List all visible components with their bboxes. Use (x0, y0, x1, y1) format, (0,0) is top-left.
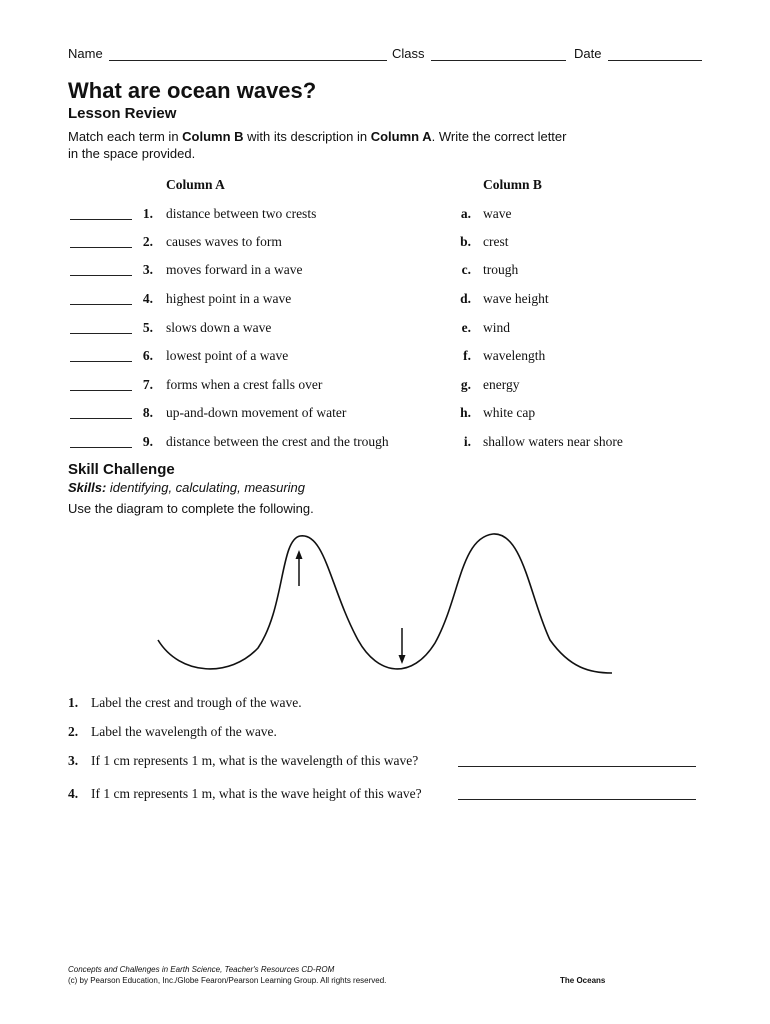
instruction-col-b: Column B (182, 129, 244, 144)
name-label: Name (68, 46, 103, 61)
skills-line (68, 480, 305, 495)
item-number: 2. (142, 234, 153, 249)
question-text: If 1 cm represents 1 m, what is the wave height of this wave? (91, 786, 422, 801)
instruction-pre: Match each term in (68, 129, 183, 144)
answer-blank[interactable] (70, 361, 132, 362)
term-letter: i. (463, 434, 471, 449)
matching-row (0, 377, 770, 397)
lesson-review-instructions (68, 128, 568, 162)
question-number: 2. (68, 724, 79, 739)
question-text: Label the wavelength of the wave. (91, 724, 277, 739)
item-number: 3. (142, 262, 153, 277)
item-description: lowest point of a wave (166, 348, 289, 363)
item-number: 6. (142, 348, 153, 363)
instruction-mid: with its description in (243, 129, 371, 144)
matching-row (0, 234, 770, 254)
matching-row (0, 320, 770, 340)
header-row (68, 46, 702, 64)
date-field[interactable] (574, 46, 702, 61)
term-text: energy (483, 377, 520, 392)
term-text: wavelength (483, 348, 546, 363)
matching-row (0, 291, 770, 311)
term-letter: f. (463, 348, 471, 363)
item-number: 9. (142, 434, 153, 449)
footer-book-title: Concepts and Challenges in Earth Science, Teacher's Resources CD-ROM (68, 965, 335, 974)
term-letter: a. (460, 206, 471, 221)
term-letter: b. (460, 234, 471, 249)
column-a-header: Column A (166, 177, 225, 192)
term-text: shallow waters near shore (483, 434, 623, 449)
answer-blank[interactable] (70, 390, 132, 391)
matching-row (0, 206, 770, 226)
answer-blank[interactable] (70, 247, 132, 248)
matching-row (0, 434, 770, 454)
footer-copyright: (c) by Pearson Education, Inc./Globe Fearon/Pearson Learning Group. All rights reserved. (68, 976, 387, 985)
answer-blank[interactable] (70, 333, 132, 334)
term-text: white cap (483, 405, 536, 420)
name-field[interactable] (68, 46, 387, 61)
footer (68, 964, 628, 986)
lesson-review-heading: Lesson Review (68, 105, 177, 122)
name-blank[interactable] (109, 47, 387, 61)
term-letter: e. (461, 320, 471, 335)
answer-blank[interactable] (70, 418, 132, 419)
question-text: Label the crest and trough of the wave. (91, 695, 302, 710)
matching-row (0, 405, 770, 425)
answer-blank[interactable] (70, 275, 132, 276)
skill-challenge-heading: Skill Challenge (68, 461, 175, 478)
matching-row (0, 348, 770, 368)
column-b-header: Column B (483, 177, 542, 192)
date-label: Date (574, 46, 602, 61)
item-description: distance between two crests (166, 206, 317, 221)
page-title: What are ocean waves? (68, 78, 317, 103)
item-description: forms when a crest falls over (166, 377, 323, 392)
item-description: distance between the crest and the trough (166, 434, 389, 449)
class-field[interactable] (392, 46, 566, 61)
diagram-instruction: Use the diagram to complete the following. (68, 501, 314, 516)
instruction-post: . Write the correct letter in the space provided. (68, 129, 567, 161)
item-description: causes waves to form (166, 234, 282, 249)
class-label: Class (392, 46, 425, 61)
term-text: trough (483, 262, 519, 277)
item-number: 7. (142, 377, 153, 392)
matching-row (0, 262, 770, 282)
question-number: 1. (68, 695, 79, 710)
item-number: 5. (142, 320, 153, 335)
item-description: moves forward in a wave (166, 262, 303, 277)
term-text: wave (483, 206, 512, 221)
term-text: wave height (483, 291, 549, 306)
answer-blank[interactable] (458, 766, 696, 767)
answer-blank[interactable] (458, 799, 696, 800)
term-letter: d. (460, 291, 471, 306)
term-text: wind (483, 320, 510, 335)
question-number: 4. (68, 786, 79, 801)
question-text: If 1 cm represents 1 m, what is the wavelength of this wave? (91, 753, 419, 768)
wave-curve (158, 534, 612, 673)
instruction-col-a: Column A (370, 129, 432, 144)
item-description: highest point in a wave (166, 291, 292, 306)
answer-blank[interactable] (70, 447, 132, 448)
item-number: 8. (142, 405, 153, 420)
term-letter: g. (460, 377, 471, 392)
class-blank[interactable] (431, 47, 566, 61)
item-description: slows down a wave (166, 320, 272, 335)
skills-label: Skills: (68, 480, 107, 495)
down-arrow-icon (399, 628, 406, 664)
wave-diagram (150, 528, 620, 688)
question-number: 3. (68, 753, 79, 768)
answer-blank[interactable] (70, 219, 132, 220)
item-number: 4. (142, 291, 153, 306)
term-letter: h. (460, 405, 471, 420)
item-description: up-and-down movement of water (166, 405, 347, 420)
date-blank[interactable] (608, 47, 702, 61)
answer-blank[interactable] (70, 304, 132, 305)
item-number: 1. (142, 206, 153, 221)
footer-unit: The Oceans (560, 976, 606, 985)
term-text: crest (483, 234, 509, 249)
up-arrow-icon (296, 550, 303, 586)
term-letter: c. (461, 262, 471, 277)
skills-list: identifying, calculating, measuring (106, 480, 306, 495)
